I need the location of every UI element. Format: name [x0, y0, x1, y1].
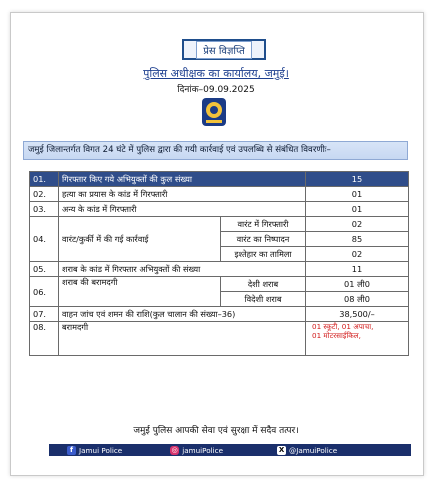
office-title: पुलिस अधीक्षक का कार्यालय, जमुई। — [143, 67, 289, 80]
sub-row-value: 02 — [306, 217, 409, 232]
summary-banner: जमुई जिलान्तर्गत विगत 24 घंटे में पुलिस द्वारा की गयी कार्रवाई एवं उपलब्धि से संबंधित विवरणीः– — [23, 141, 408, 160]
row-label: शराब की बरामदगी — [59, 277, 221, 307]
row-value: 15 — [306, 172, 409, 187]
sub-row-label: वारंट का निष्पादन — [221, 232, 306, 247]
recovery-line: 01 मोटरसाईकिल, — [312, 331, 361, 340]
twitter-handle: @JamuiPolice — [289, 445, 338, 455]
row-label: शराब के कांड में गिरफ्तार अभियुक्तों की संख्या — [59, 262, 306, 277]
press-release-label-box — [182, 39, 266, 60]
facebook-link[interactable] — [67, 446, 122, 455]
instagram-link[interactable] — [170, 446, 223, 455]
table-row — [30, 202, 409, 217]
row-label: हत्या का प्रयास के कांड में गिरफ्तारी — [59, 187, 306, 202]
recovery-line: 01 स्कूटी, 01 अपाचा, — [312, 322, 374, 331]
sub-row-label: देशी शराब — [221, 277, 306, 292]
sub-row-label: विदेशी शराब — [221, 292, 306, 307]
row-value: 11 — [306, 262, 409, 277]
sub-row-value: 02 — [306, 247, 409, 262]
table-row — [30, 277, 409, 292]
sub-row-label: इश्तेहार का तामिला — [221, 247, 306, 262]
table-row — [30, 307, 409, 322]
instagram-icon: ◎ — [171, 446, 178, 454]
row-number: 03. — [30, 202, 59, 217]
press-release-label: प्रेस विज्ञप्ति — [196, 41, 252, 59]
sub-row-value: 01 ली0 — [306, 277, 409, 292]
sub-row-value: 85 — [306, 232, 409, 247]
row-value: 01 — [306, 202, 409, 217]
table-row — [30, 217, 409, 232]
row-number: 05. — [30, 262, 59, 277]
activity-table — [29, 171, 409, 356]
row-number: 06. — [30, 277, 59, 307]
row-number: 04. — [30, 217, 59, 262]
facebook-icon: f — [67, 446, 76, 455]
row-value: 38,500/– — [306, 307, 409, 322]
footer-slogan: जमुई पुलिस आपकी सेवा एवं सुरक्षा में सदैव तत्पर। — [133, 426, 299, 436]
table-row — [30, 322, 409, 356]
table-row — [30, 262, 409, 277]
row-value: 01 — [306, 187, 409, 202]
row-label: बरामदगी — [59, 322, 306, 356]
row-number: 01. — [30, 172, 59, 187]
row-label: गिरफ्तार किए गये अभियुक्तों की कुल संख्या — [59, 172, 306, 187]
x-twitter-icon: X — [278, 446, 285, 454]
sub-row-value: 08 ली0 — [306, 292, 409, 307]
facebook-handle: Jamui Police — [79, 445, 123, 455]
row-value — [306, 322, 409, 356]
police-emblem-icon — [198, 96, 230, 128]
instagram-handle: jamuiPolice — [182, 445, 224, 455]
table-row — [30, 187, 409, 202]
row-label: वारंट/कुर्की में की गई कार्रवाई — [59, 217, 221, 262]
twitter-link[interactable] — [277, 446, 337, 455]
row-number: 02. — [30, 187, 59, 202]
row-label: अन्य के कांड में गिरफ्तारी — [59, 202, 306, 217]
sub-row-label: वारंट में गिरफ्तारी — [221, 217, 306, 232]
table-row — [30, 172, 409, 187]
release-date: दिनांक–09.09.2025 — [177, 85, 255, 95]
row-number: 08. — [30, 322, 59, 356]
row-number: 07. — [30, 307, 59, 322]
row-label: वाहन जांच एवं शमन की राशि(कुल चालान की संख्या–36) — [59, 307, 306, 322]
social-bar — [49, 444, 411, 456]
